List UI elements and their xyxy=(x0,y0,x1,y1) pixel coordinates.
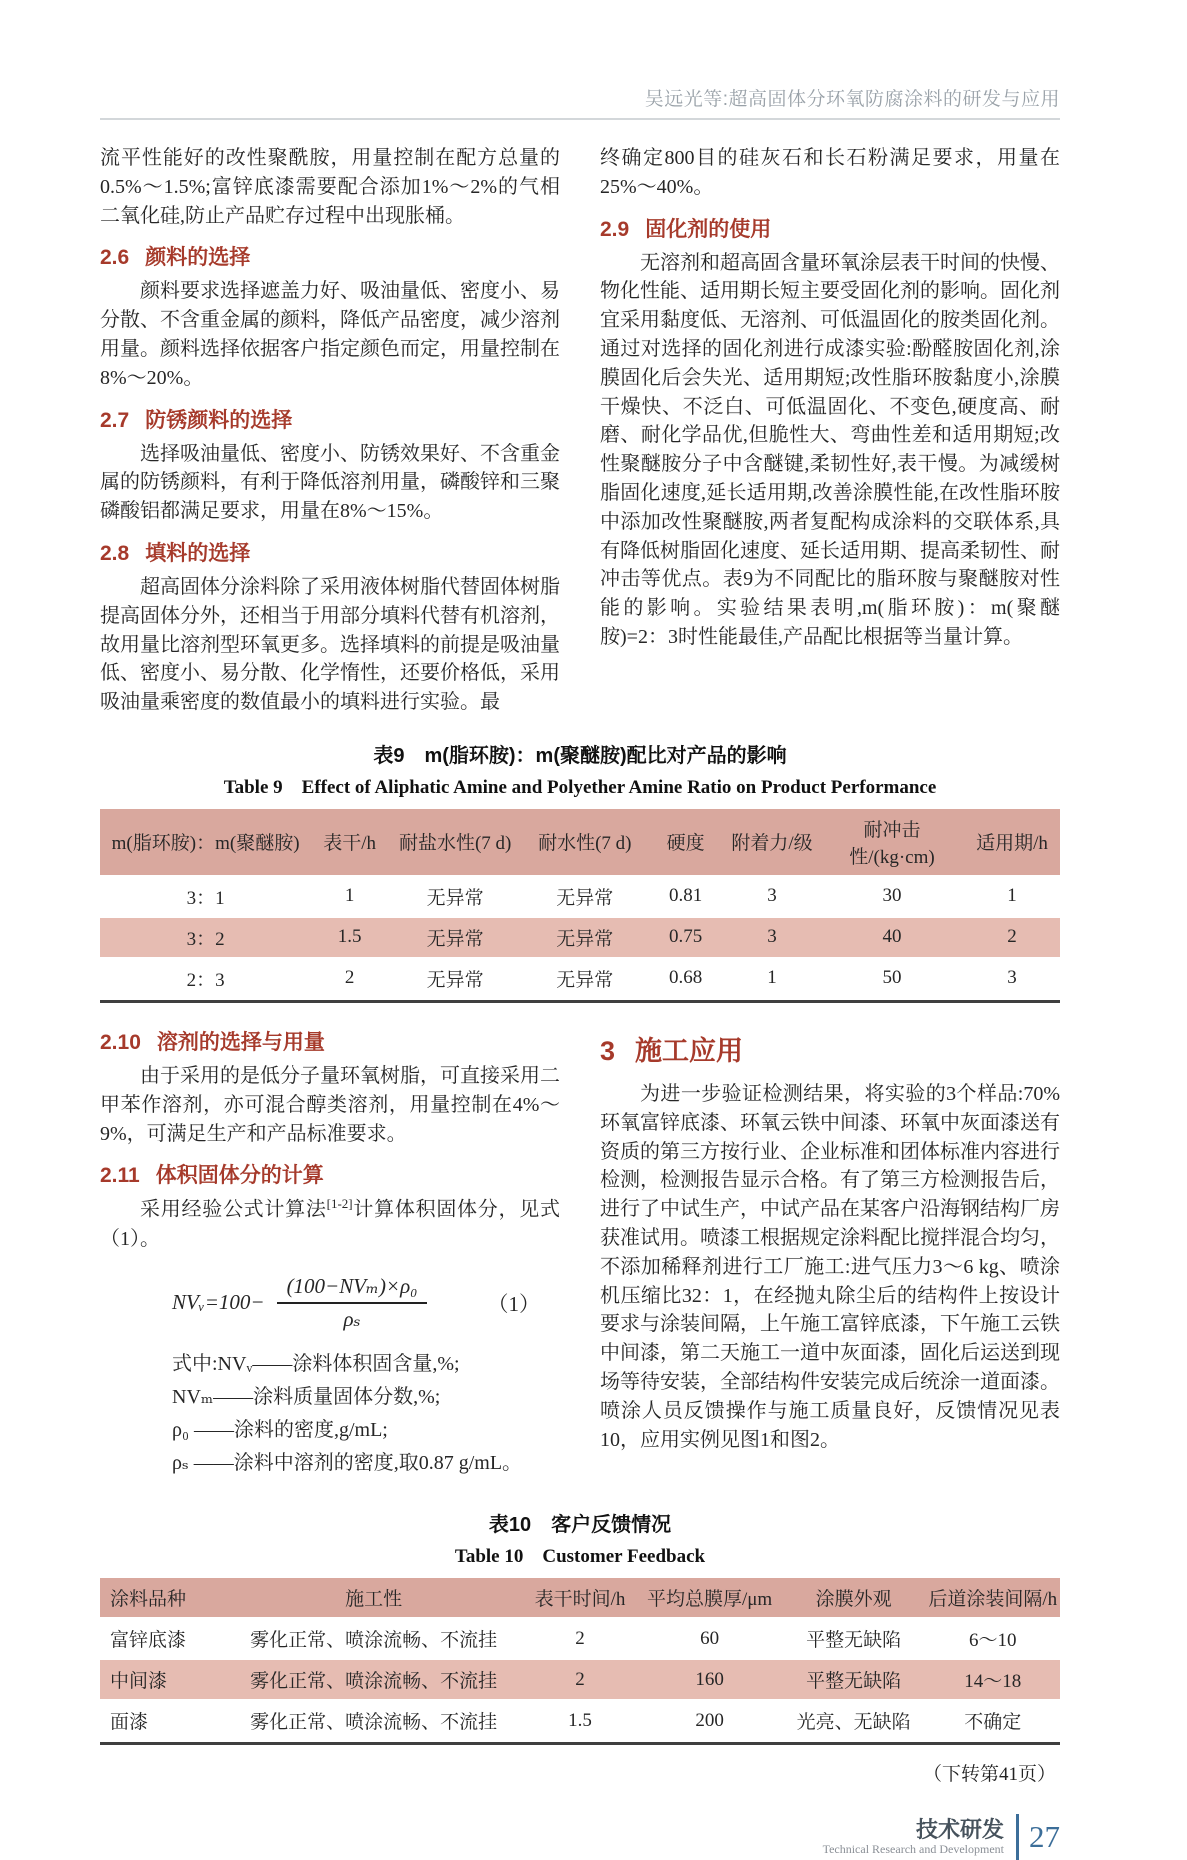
section-heading xyxy=(100,241,560,271)
table-cell: 0.75 xyxy=(647,917,724,958)
text-run: 计算体积固体分，见式（1）。 xyxy=(100,1199,561,1250)
column-header: 适用期/h xyxy=(964,809,1060,876)
table-row xyxy=(100,876,1060,917)
section-heading xyxy=(600,213,1060,243)
table-cell: 雾化正常、喷涂流畅、不流挂 xyxy=(225,1700,523,1741)
table-cell: 0.81 xyxy=(647,876,724,917)
table-cell: 2 xyxy=(522,1618,637,1659)
paragraph: 超高固体分涂料除了采用液体树脂代替固体树脂提高固体分外，还相当于用部分填料代替有机溶剂，故用量比溶剂型环氧更多。选择填料的前提是吸油量低、密度小、易分散、化学惰性，还要价格低，采用吸油量乘密度的数值最小的填料进行实验。最 xyxy=(100,575,560,714)
section-number: 2.10 xyxy=(100,1030,141,1054)
table-cell: 3 xyxy=(724,876,820,917)
right-column-bottom xyxy=(600,1015,1060,1486)
paragraph xyxy=(100,1195,560,1253)
header-rule xyxy=(100,118,1060,120)
table-cell: 无异常 xyxy=(522,958,647,999)
table-cell: 200 xyxy=(638,1700,782,1741)
table-cell: 1.5 xyxy=(522,1700,637,1741)
table-cell: 3：2 xyxy=(100,917,311,958)
page-number: 27 xyxy=(1029,1819,1060,1855)
text-run: 采用经验公式计算法 xyxy=(140,1199,327,1221)
equation-fraction xyxy=(277,1274,428,1332)
table9-block xyxy=(100,739,1060,1003)
table-cell: 160 xyxy=(638,1659,782,1700)
table-cell: 中间漆 xyxy=(100,1659,225,1700)
table-cell: 1.5 xyxy=(311,917,388,958)
table10-block xyxy=(100,1508,1060,1745)
continued-note: （下转第41页） xyxy=(922,1764,1056,1786)
section-title: 防锈颜料的选择 xyxy=(145,408,293,432)
table-cell: 14～18 xyxy=(926,1659,1060,1700)
column-header: 涂料品种 xyxy=(100,1578,225,1618)
section-2-8 xyxy=(100,537,560,717)
table10 xyxy=(100,1578,1060,1742)
section-2-7 xyxy=(100,404,560,526)
column-header: 表干/h xyxy=(311,809,388,876)
table-row xyxy=(100,958,1060,999)
section-2-9 xyxy=(600,213,1060,652)
section-number: 2.9 xyxy=(600,217,630,241)
table-cell: 1 xyxy=(964,876,1060,917)
table-cell: 40 xyxy=(820,917,964,958)
reference-marker: [1-2] xyxy=(326,1196,353,1212)
section-title: 溶剂的选择与用量 xyxy=(156,1030,325,1054)
table-cell: 无异常 xyxy=(522,917,647,958)
footer-section-en: Technical Research and Development xyxy=(822,1841,1004,1856)
table-cell: 2：3 xyxy=(100,958,311,999)
section-number: 2.6 xyxy=(100,246,130,270)
page-footer xyxy=(100,1814,1060,1860)
column-header: 涂膜外观 xyxy=(782,1578,926,1618)
column-header: 附着力/级 xyxy=(724,809,820,876)
fraction-denominator: ρₛ xyxy=(343,1306,361,1331)
table-cell: 2 xyxy=(311,958,388,999)
column-header: 表干时间/h xyxy=(522,1578,637,1618)
lower-columns xyxy=(100,1015,1060,1486)
running-header: 吴远光等:超高固体分环氧防腐涂料的研发与应用 xyxy=(644,89,1060,110)
table-row xyxy=(100,1659,1060,1700)
legend-line: ρₛ ——涂料中溶剂的密度,取0.87 g/mL。 xyxy=(172,1452,523,1475)
table9-caption-zh: 表9 m(脂环胺)：m(聚醚胺)配比对产品的影响 xyxy=(373,744,787,767)
table-cell: 3 xyxy=(724,917,820,958)
table-cell: 富锌底漆 xyxy=(100,1618,225,1659)
section-heading xyxy=(100,1026,560,1056)
table-cell: 无异常 xyxy=(522,876,647,917)
column-header: 施工性 xyxy=(225,1578,523,1618)
section-number: 2.8 xyxy=(100,541,130,565)
table10-caption-zh: 表10 客户反馈情况 xyxy=(488,1514,672,1537)
table-cell: 无异常 xyxy=(388,876,522,917)
column-header: 耐盐水性(7 d) xyxy=(388,809,522,876)
table-cell: 3：1 xyxy=(100,876,311,917)
equation-1 xyxy=(100,1274,560,1332)
section-2-10 xyxy=(100,1026,560,1148)
table-cell: 光亮、无缺陷 xyxy=(782,1700,926,1741)
table-header-row xyxy=(100,809,1060,876)
table-cell: 雾化正常、喷涂流畅、不流挂 xyxy=(225,1659,523,1700)
legend-line: NVₘ——涂料质量固体分数,%; xyxy=(172,1385,441,1408)
table-cell: 2 xyxy=(964,917,1060,958)
section-title: 固化剂的使用 xyxy=(645,217,772,241)
column-header: 平均总膜厚/μm xyxy=(638,1578,782,1618)
left-column-bottom xyxy=(100,1015,560,1486)
footer-divider-bar xyxy=(1016,1814,1019,1860)
paragraph-continued: 流平性能好的改性聚酰胺，用量控制在配方总量的0.5%～1.5%;富锌底漆需要配合添加1%～2%的气相二氧化硅,防止产品贮存过程中出现胀桶。 xyxy=(100,147,560,227)
table-cell: 1 xyxy=(311,876,388,917)
table-cell: 3 xyxy=(964,958,1060,999)
table-cell: 平整无缺陷 xyxy=(782,1618,926,1659)
section-heading xyxy=(100,1159,560,1189)
table-cell: 60 xyxy=(638,1618,782,1659)
table-cell: 2 xyxy=(522,1659,637,1700)
table10-wrapper xyxy=(100,1578,1060,1745)
column-header: 硬度 xyxy=(647,809,724,876)
table-row xyxy=(100,1700,1060,1741)
table-cell: 无异常 xyxy=(388,917,522,958)
table-row xyxy=(100,917,1060,958)
table-cell: 1 xyxy=(724,958,820,999)
section-number: 2.7 xyxy=(100,408,130,432)
section-title: 施工应用 xyxy=(635,1035,744,1066)
paragraph: 由于采用的是低分子量环氧树脂，可直接采用二甲苯作溶剂，亦可混合醇类溶剂，用量控制在4%～9%，可满足生产和产品标准要求。 xyxy=(100,1064,560,1145)
table-cell: 6～10 xyxy=(926,1618,1060,1659)
column-header: 耐冲击性/(kg·cm) xyxy=(820,809,964,876)
paragraph: 无溶剂和超高固含量环氧涂层表干时间的快慢、物化性能、适用期长短主要受固化剂的影响。固化剂宜采用黏度低、无溶剂、可低温固化的胺类固化剂。通过对选择的固化剂进行成漆实验:酚醛胺固化剂,涂膜固化后会失光、适用期短;改性脂环胺黏度小,涂膜干燥快、不泛白、可低温固化、不变色,硬度高、耐磨、耐化学品优,但脆性大、弯曲性差和适用期短;改性聚醚胺分子中含醚键,柔韧性好,表干慢。为减缓树脂固化速度,延长适用期,改善涂膜性能,在改性脂环胺中添加改性聚醚胺,两者复配构成涂料的交联体系,具有降低树脂固化速度、延长适用期、提高柔韧性、耐冲击等优点。表9为不同配比的脂环胺与聚醚胺对性能的影响。实验结果表明,m(脂环胺)：m(聚醚胺)=2：3时性能最佳,产品配比根据等当量计算。 xyxy=(600,251,1060,648)
section-2-11 xyxy=(100,1159,560,1253)
table-cell: 30 xyxy=(820,876,964,917)
section-title: 体积固体分的计算 xyxy=(155,1164,324,1188)
table9-caption-en: Table 9 Effect of Aliphatic Amine and Polyether Amine Ratio on Product Performance xyxy=(223,776,937,798)
equation-lhs: NVᵥ=100− xyxy=(172,1290,265,1315)
table-cell: 50 xyxy=(820,958,964,999)
equation-legend xyxy=(100,1348,560,1481)
section-heading xyxy=(100,537,560,567)
section-number: 3 xyxy=(600,1035,616,1066)
upper-columns xyxy=(100,144,1060,717)
section-title: 填料的选择 xyxy=(145,541,251,565)
column-header: 耐水性(7 d) xyxy=(522,809,647,876)
right-column-top xyxy=(600,144,1060,717)
paragraph: 颜料要求选择遮盖力好、吸油量低、密度小、易分散、不含重金属的颜料，降低产品密度，减少溶剂用量。颜料选择依据客户指定颜色而定，用量控制在8%～20%。 xyxy=(100,280,560,389)
table9 xyxy=(100,809,1060,1000)
equation-number: （1） xyxy=(487,1291,540,1316)
fraction-numerator: (100−NVₘ)×ρ₀ xyxy=(277,1274,428,1304)
table-row xyxy=(100,1618,1060,1659)
paragraph: 为进一步验证检测结果，将实验的3个样品:70%环氧富锌底漆、环氧云铁中间漆、环氧中灰面漆送有资质的第三方按行业、企业标准和团体标准内容进行检测，检测报告显示合格。有了第三方检测报告后，进行了中试生产，中试产品在某客户沿海钢结构厂房获准试用。喷漆工根据规定涂料配比搅拌混合均匀，不添加稀释剂进行工厂施工:进气压力3～6 kg、喷涂机压缩比32：1，在经抛丸除尘后的结构件上按设计要求与涂装间隔，上午施工富锌底漆，下午施工云铁中间漆，第二天施工一道中灰面漆，固化后运送到现场等待安装，全部结构件安装完成后统涂一道面漆。喷涂人员反馈操作与施工质量良好，反馈情况见表10，应用实例见图1和图2。 xyxy=(600,1082,1060,1451)
table-cell: 无异常 xyxy=(388,958,522,999)
section-title: 颜料的选择 xyxy=(145,246,251,270)
table-cell: 面漆 xyxy=(100,1700,225,1741)
table-cell: 雾化正常、喷涂流畅、不流挂 xyxy=(225,1618,523,1659)
column-header: m(脂环胺)：m(聚醚胺) xyxy=(100,809,311,876)
left-column-top xyxy=(100,144,560,717)
section-number: 2.11 xyxy=(100,1164,140,1188)
section-2-6 xyxy=(100,241,560,392)
table-cell: 不确定 xyxy=(926,1700,1060,1741)
column-header: 后道涂装间隔/h xyxy=(926,1578,1060,1618)
table9-wrapper xyxy=(100,809,1060,1003)
footer-section-labels xyxy=(823,1818,1004,1857)
table-cell: 平整无缺陷 xyxy=(782,1659,926,1700)
footer-section-zh: 技术研发 xyxy=(915,1816,1004,1842)
section-heading-3 xyxy=(600,1029,1060,1068)
paragraph: 选择吸油量低、密度小、防锈效果好、不含重金属的防锈颜料，有利于降低溶剂用量，磷酸锌和三聚磷酸铝都满足要求，用量在8%～15%。 xyxy=(100,442,560,523)
legend-line: 式中:NVᵥ——涂料体积固含量,%; xyxy=(172,1352,460,1375)
paragraph-continued: 终确定800目的硅灰石和长石粉满足要求，用量在25%～40%。 xyxy=(600,147,1060,198)
table10-caption-en: Table 10 Customer Feedback xyxy=(454,1546,706,1568)
table-header-row xyxy=(100,1578,1060,1618)
section-heading xyxy=(100,404,560,434)
table-cell: 0.68 xyxy=(647,958,724,999)
legend-line: ρ₀ ——涂料的密度,g/mL; xyxy=(172,1418,388,1441)
